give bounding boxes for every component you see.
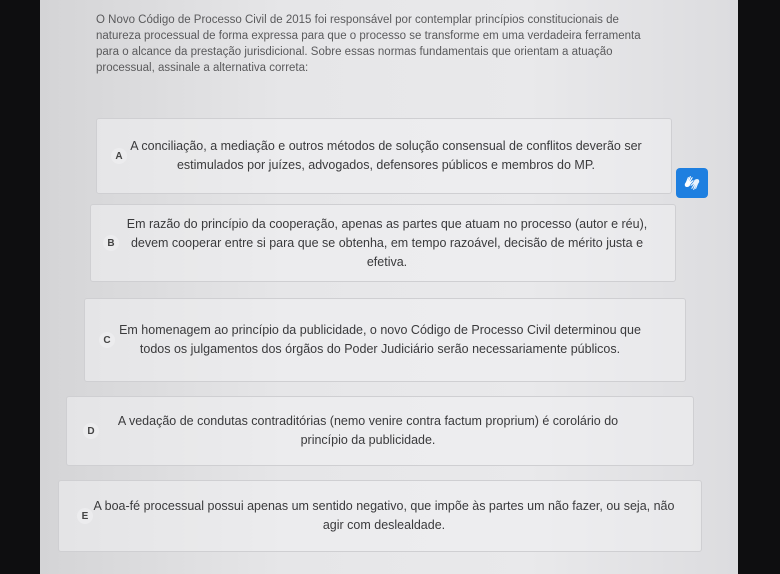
option-e[interactable] bbox=[58, 480, 702, 552]
option-text: Em homenagem ao princípio da publicidade, o novo Código de Processo Civil determinou que todos os julgamentos dos órgãos do Poder Judiciário serão necessariamente públicos. bbox=[119, 323, 641, 356]
option-letter: A bbox=[111, 148, 127, 164]
quiz-screen bbox=[40, 0, 738, 574]
option-text: A boa-fé processual possui apenas um sentido negativo, que impõe às partes um não fazer, ou seja, não agir com deslealdade. bbox=[93, 499, 675, 532]
option-b[interactable] bbox=[90, 204, 676, 282]
option-d[interactable] bbox=[66, 396, 694, 466]
option-text: A vedação de condutas contraditórias (nemo venire contra factum proprium) é corolário do princípio da publicidade. bbox=[117, 414, 619, 447]
option-text: A conciliação, a mediação e outros métodos de solução consensual de conflitos deverão ser estimulados por juízes, advogados, defensores públicos e membros do MP. bbox=[130, 139, 642, 172]
accessibility-button[interactable] bbox=[676, 168, 708, 198]
option-letter: E bbox=[77, 508, 93, 524]
option-c[interactable] bbox=[84, 298, 686, 382]
question-text: O Novo Código de Processo Civil de 2015 foi responsável por contemplar princípios constitucionais de natureza processual de forma expressa para que o processo se transforme em uma verdadeira ferramenta para o alcance da prestação jurisdicional. Sobre essas normas fundamentais que orientam a atuação processual, assinale a alternativa correta: bbox=[96, 14, 641, 74]
option-a[interactable] bbox=[96, 118, 672, 194]
option-text: Em razão do princípio da cooperação, apenas as partes que atuam no processo (autor e réu), devem cooperar entre si para que se obtenha, em tempo razoável, decisão de mérito justa e efetiva. bbox=[126, 216, 648, 269]
option-letter: C bbox=[99, 332, 115, 348]
option-letter: B bbox=[103, 235, 119, 251]
option-letter: D bbox=[83, 423, 99, 439]
sign-language-hands-icon bbox=[682, 174, 702, 192]
